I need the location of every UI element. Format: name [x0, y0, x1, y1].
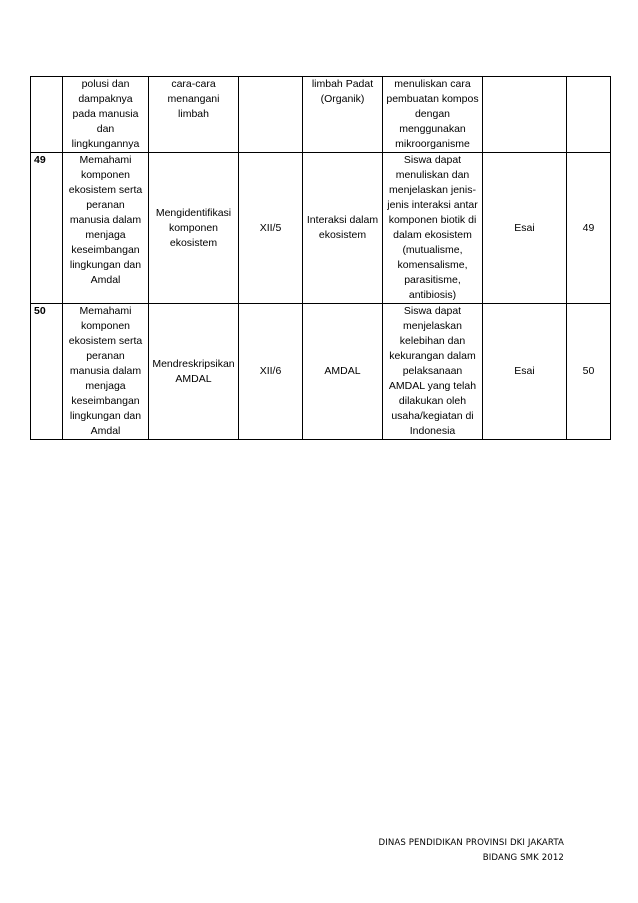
page-footer	[300, 836, 564, 866]
cell-kompetensi: Memahami komponen ekosistem serta peranan manusia dalam menjaga keseimbangan lingkungan dan Amdal	[63, 153, 149, 304]
table-row	[31, 77, 611, 153]
cell-materi: limbah Padat (Organik)	[303, 77, 383, 153]
cell-bentuk-soal	[483, 77, 567, 153]
cell-no-soal: 49	[567, 153, 611, 304]
cell-indikator-materi: Mengidentifikasi komponen ekosistem	[149, 153, 239, 304]
cell-indikator-materi: cara-cara menangani limbah	[149, 77, 239, 153]
cell-bentuk-soal: Esai	[483, 153, 567, 304]
cell-indikator-materi: Mendreskripsikan AMDAL	[149, 304, 239, 440]
table-row	[31, 304, 611, 440]
cell-kelas: XII/5	[239, 153, 303, 304]
cell-materi: Interaksi dalam ekosistem	[303, 153, 383, 304]
cell-no	[31, 77, 63, 153]
cell-kompetensi: polusi dan dampaknya pada manusia dan lingkungannya	[63, 77, 149, 153]
cell-no-soal: 50	[567, 304, 611, 440]
cell-materi: AMDAL	[303, 304, 383, 440]
cell-no-soal	[567, 77, 611, 153]
cell-kompetensi: Memahami komponen ekosistem serta peranan manusia dalam menjaga keseimbangan lingkungan dan Amdal	[63, 304, 149, 440]
cell-kelas: XII/6	[239, 304, 303, 440]
table-row	[31, 153, 611, 304]
cell-bentuk-soal: Esai	[483, 304, 567, 440]
kisi-kisi-table	[30, 76, 611, 440]
cell-no: 50	[31, 304, 63, 440]
footer-line-institution: DINAS PENDIDIKAN PROVINSI DKI JAKARTA	[378, 838, 564, 848]
cell-indikator-soal: Siswa dapat menuliskan dan menjelaskan jenis- jenis interaksi antar komponen biotik di dalam ekosistem (mutualisme, komensalisme, parasitisme, antibiosis)	[383, 153, 483, 304]
cell-kelas	[239, 77, 303, 153]
footer-line-department: BIDANG SMK 2012	[482, 853, 564, 863]
cell-indikator-soal: menuliskan cara pembuatan kompos dengan menggunakan mikroorganisme	[383, 77, 483, 153]
cell-no: 49	[31, 153, 63, 304]
cell-indikator-soal: Siswa dapat menjelaskan kelebihan dan kekurangan dalam pelaksanaan AMDAL yang telah dilakukan oleh usaha/kegiatan di Indonesia	[383, 304, 483, 440]
